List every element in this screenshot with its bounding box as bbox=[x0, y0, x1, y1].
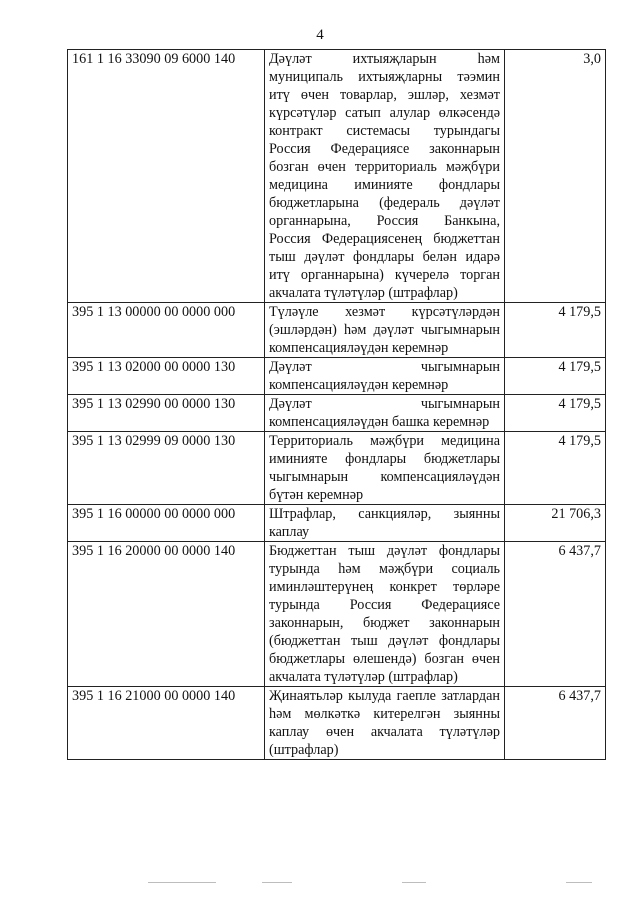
amount-cell: 6 437,7 bbox=[505, 687, 606, 760]
budget-code-cell: 395 1 13 02000 00 0000 130 bbox=[68, 358, 265, 395]
table-row bbox=[68, 505, 606, 542]
description-cell: Дәүләт чыгымнарын компенсацияләүдән башка керемнәр bbox=[265, 395, 505, 432]
table-row bbox=[68, 358, 606, 395]
amount-cell: 4 179,5 bbox=[505, 303, 606, 358]
budget-code-cell: 395 1 16 21000 00 0000 140 bbox=[68, 687, 265, 760]
budget-revenue-table bbox=[67, 49, 606, 760]
budget-code-cell: 395 1 16 00000 00 0000 000 bbox=[68, 505, 265, 542]
description-cell: Дәүләт чыгымнарын компенсацияләүдән керемнәр bbox=[265, 358, 505, 395]
amount-cell: 4 179,5 bbox=[505, 358, 606, 395]
amount-cell: 4 179,5 bbox=[505, 432, 606, 505]
description-cell: Җинаятьләр кылуда гаепле затлардан һәм мөлкәткә китерелгән зыянны каплау өчен акчалата түләтүләр (штрафлар) bbox=[265, 687, 505, 760]
amount-cell: 4 179,5 bbox=[505, 395, 606, 432]
budget-code-cell: 395 1 13 02999 09 0000 130 bbox=[68, 432, 265, 505]
budget-code-cell: 395 1 13 00000 00 0000 000 bbox=[68, 303, 265, 358]
page-number: 4 bbox=[316, 27, 324, 43]
budget-code-cell: 395 1 13 02990 00 0000 130 bbox=[68, 395, 265, 432]
amount-cell: 3,0 bbox=[505, 50, 606, 303]
table-row bbox=[68, 687, 606, 760]
scan-artifacts bbox=[0, 880, 640, 886]
description-cell: Түләүле хезмәт күрсәтүләрдән (эшләрдән) һәм дәүләт чыгымнарын компенсацияләүдән керемнәр bbox=[265, 303, 505, 358]
budget-code-cell: 161 1 16 33090 09 6000 140 bbox=[68, 50, 265, 303]
description-cell: Штрафлар, санкцияләр, зыянны каплау bbox=[265, 505, 505, 542]
table-row bbox=[68, 395, 606, 432]
table-row bbox=[68, 432, 606, 505]
table-row bbox=[68, 303, 606, 358]
description-cell: Дәүләт ихтыяҗларын һәм муниципаль ихтыяҗларны тәэмин итү өчен товарлар, эшләр, хезмәт күрсәтүләр сатып алулар өлкәсендә контракт системасы турындагы Россия Федерациясе законнарын бозган өчен территориаль мәҗбүри медицина иминияте фондлары бюджетларына (федераль дәүләт органнарына, Россия Банкына, Россия Федерациясенең бюджеттан тыш дәүләт фондлары белән идарә итү органнарына) күчерелә торган акчалата түләтүләр (штрафлар) bbox=[265, 50, 505, 303]
table-row bbox=[68, 50, 606, 303]
description-cell: Территориаль мәҗбүри медицина иминияте фондлары бюджетлары чыгымнарын компенсацияләүдән бүтән керемнәр bbox=[265, 432, 505, 505]
table-row bbox=[68, 542, 606, 687]
amount-cell: 21 706,3 bbox=[505, 505, 606, 542]
amount-cell: 6 437,7 bbox=[505, 542, 606, 687]
budget-code-cell: 395 1 16 20000 00 0000 140 bbox=[68, 542, 265, 687]
description-cell: Бюджеттан тыш дәүләт фондлары турында һәм мәҗбүри социаль иминләштерүнең конкрет төрләре турында Россия Федерациясе законнарын, бюджет законнарын (бюджеттан тыш дәүләт фондлары бюджетлары өлешендә) бозган өчен акчалата түләтүләр (штрафлар) bbox=[265, 542, 505, 687]
